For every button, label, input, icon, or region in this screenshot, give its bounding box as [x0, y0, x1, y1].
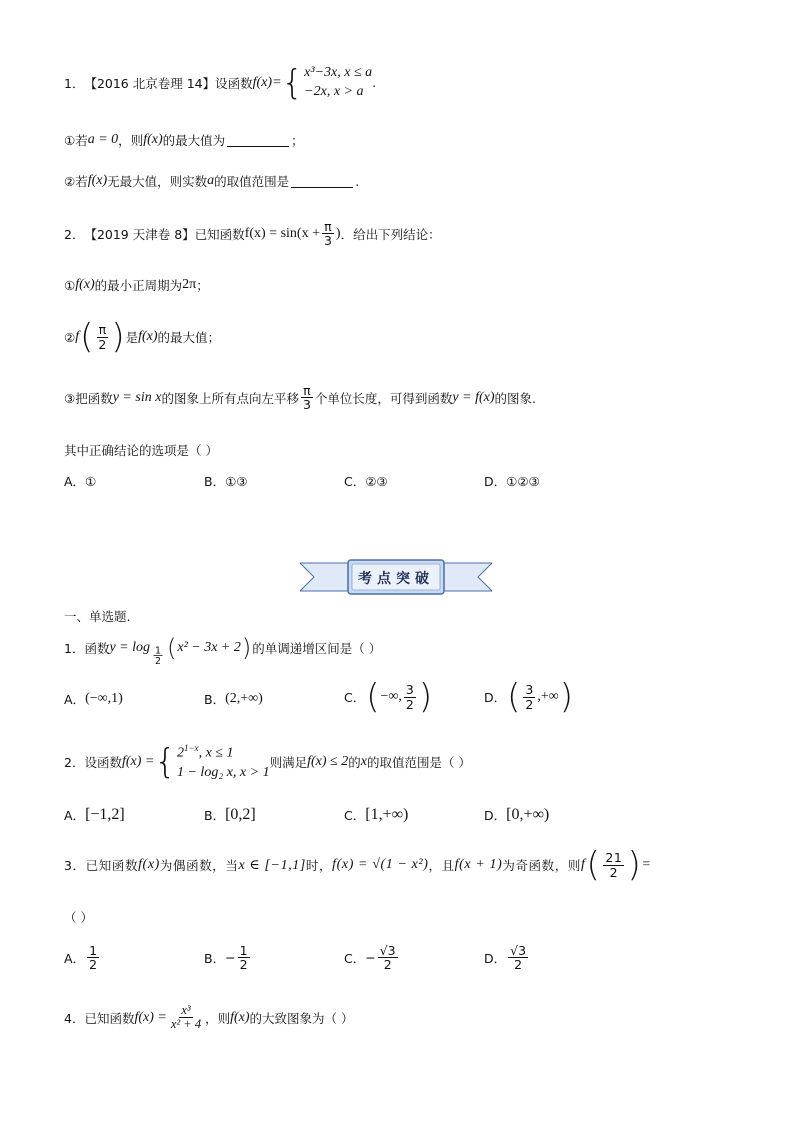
banner-text: 考点突破 — [358, 571, 434, 587]
conclusion-value: 2π — [182, 277, 197, 292]
conclusion-text-2: 个单位长度，可得到函数 — [314, 390, 453, 406]
option-b[interactable] — [204, 472, 248, 490]
fraction-numerator: π — [98, 322, 107, 338]
question-condition: f(x) ≤ 2 — [307, 754, 349, 770]
conclusion-end: ； — [196, 278, 209, 293]
fraction-numerator: √3 — [379, 943, 396, 958]
right-paren: ) — [418, 677, 433, 717]
question-post: 的大致图象为（ ） — [249, 1010, 354, 1026]
question-pre: 已知函数 — [85, 858, 139, 873]
conclusion-fx: f(x) — [138, 329, 158, 344]
fraction — [322, 220, 334, 247]
question-3 — [64, 845, 651, 885]
option-d[interactable] — [484, 944, 530, 971]
conclusion-text: 的图象上所有点向左平移 — [161, 390, 299, 406]
function-def: f(x) = — [121, 754, 155, 770]
sub1-fx: f(x) — [143, 132, 163, 147]
case-1-condition: , x ≤ 1 — [198, 745, 234, 761]
option-letter: D． — [484, 690, 507, 705]
sub2-a: a — [207, 173, 215, 188]
question-f: f — [580, 857, 586, 872]
question-1 — [64, 633, 382, 667]
question-stem-post: ．给出下列结论： — [340, 226, 441, 242]
question-number: 2． — [64, 755, 85, 771]
log-base — [154, 645, 163, 665]
fraction-numerator: x³ — [181, 1003, 191, 1017]
left-paren: ( — [80, 317, 94, 357]
conclusion-fx: f(x) — [75, 277, 95, 292]
log-func: y = log — [109, 639, 151, 655]
sub1-condition: a = 0 — [87, 132, 119, 147]
left-paren: ( — [586, 845, 601, 885]
piecewise-brace: { — [281, 62, 304, 103]
fraction — [169, 1004, 203, 1031]
option-value: (−∞,1) — [85, 691, 123, 706]
fraction-denominator: 3 — [323, 233, 332, 249]
question-mid-4: 为奇函数，则 — [502, 858, 581, 873]
option-letter: C． — [344, 808, 366, 823]
fraction-numerator: 1 — [239, 943, 248, 958]
question-pre: 设函数 — [84, 755, 122, 771]
sub2-end: . — [355, 173, 360, 189]
option-c[interactable] — [344, 677, 433, 717]
question-post: 的取值范围是（ ） — [366, 755, 471, 771]
fraction-numerator: 3 — [525, 682, 534, 698]
option-letter: B． — [204, 808, 226, 823]
option-letter: C． — [344, 950, 366, 966]
piecewise-cases — [304, 64, 372, 102]
fraction-denominator: 2 — [89, 957, 98, 973]
left-paren: ( — [166, 633, 177, 662]
conclusion-text: 的最小正周期为 — [94, 278, 183, 293]
sub2-prefix: ②若 — [64, 174, 88, 189]
equals-sign: = — [642, 857, 651, 872]
option-a[interactable] — [64, 944, 101, 971]
option-label: B．①③ — [204, 474, 248, 489]
sub1-mid: ，则 — [118, 133, 144, 148]
case-1-base: 2 — [176, 745, 184, 761]
conclusion-marker: ① — [64, 277, 76, 293]
answer-paren: （ ） — [64, 910, 93, 925]
question-post: 的单调递增区间是（ ） — [252, 640, 382, 656]
case-2: −2x, x > a — [304, 83, 364, 99]
conclusion-2 — [64, 317, 221, 357]
fraction-denominator: 2 — [405, 696, 414, 712]
fraction-denominator: 2 — [525, 696, 534, 712]
sub1-prefix: ①若 — [64, 133, 88, 148]
question-stem: 设函数 — [215, 75, 253, 91]
fraction-denominator: 3 — [302, 397, 311, 413]
option-value: −∞, — [380, 689, 402, 704]
option-c[interactable] — [344, 472, 388, 490]
question-source: 【2016 北京卷理 14】 — [84, 75, 216, 91]
case-1-exponent: 1−x — [183, 743, 199, 753]
conclusion-y2: y = f(x) — [452, 389, 495, 405]
question-mid: 则满足 — [269, 755, 308, 771]
option-value: ,+∞ — [537, 689, 559, 704]
question-condition: x ∈ [−1,1] — [238, 857, 306, 873]
conclusion-3 — [64, 384, 536, 411]
fraction-numerator: 21 — [605, 850, 623, 866]
fraction-numerator: 3 — [405, 682, 414, 698]
question-4 — [64, 1004, 354, 1031]
question-number: 2． — [64, 226, 85, 242]
option-a[interactable] — [64, 806, 125, 824]
question-3-paren — [64, 908, 93, 926]
question-pre: 函数 — [84, 640, 110, 656]
option-d[interactable] — [484, 677, 574, 717]
question-mid: ，则 — [205, 1010, 231, 1026]
fraction — [87, 944, 99, 971]
fraction-numerator: π — [324, 219, 332, 234]
option-a[interactable] — [64, 472, 96, 490]
conclusion-f: f — [75, 329, 80, 344]
option-b[interactable] — [204, 690, 263, 708]
base-numerator: 1 — [155, 644, 161, 656]
conclusion-mid: 是 — [125, 330, 139, 345]
option-letter: C． — [344, 690, 366, 705]
option-sign: − — [365, 950, 376, 966]
option-d[interactable] — [484, 472, 540, 490]
prev-q1-sub2 — [64, 172, 359, 190]
case-1 — [177, 742, 270, 764]
conclusion-text: 的最大值； — [157, 330, 221, 345]
function-def: f(x) = sin(x + — [244, 225, 320, 241]
conclusion-y: y = sin x — [112, 389, 162, 405]
option-c[interactable] — [344, 806, 408, 824]
option-c[interactable] — [344, 944, 400, 971]
function-def: f(x)= — [252, 74, 282, 90]
option-label: D．①②③ — [484, 474, 540, 489]
fraction — [378, 944, 398, 971]
option-b[interactable] — [204, 806, 256, 824]
prev-q1-sub1 — [64, 131, 304, 149]
option-b[interactable] — [204, 944, 252, 971]
section-heading — [64, 607, 130, 625]
question-2 — [64, 742, 471, 782]
option-d[interactable] — [484, 806, 549, 824]
piecewise-cases — [177, 742, 270, 782]
option-a[interactable] — [64, 690, 123, 708]
sub1-end: ； — [291, 133, 304, 148]
fraction-numerator: π — [303, 383, 311, 398]
function-close: ) — [335, 225, 341, 241]
fraction — [238, 944, 250, 971]
option-value: [0,2] — [225, 806, 256, 823]
banner-left-ribbon — [300, 563, 350, 591]
option-letter: B． — [204, 950, 226, 966]
section-title: 一、单选题. — [64, 609, 131, 624]
end-mark: . — [372, 75, 377, 91]
question-mid-3: ，且 — [428, 858, 455, 873]
question-mid: 为偶函数，当 — [159, 858, 239, 873]
question-x: x — [360, 754, 367, 770]
answer-blank[interactable] — [291, 175, 353, 188]
right-paren: ) — [111, 317, 125, 357]
option-label: C．②③ — [344, 474, 388, 489]
prev-q2-ask — [64, 441, 218, 459]
question-number: 4． — [64, 1010, 85, 1026]
fraction-denominator: 2 — [98, 336, 107, 352]
function-def: f(x) = — [134, 1009, 167, 1025]
option-letter: A． — [64, 808, 86, 823]
question-mid-2: 时， — [305, 858, 333, 873]
fraction-denominator: 2 — [514, 957, 523, 973]
question-def: f(x) = √(1 − x²) — [332, 857, 429, 872]
fraction — [523, 683, 535, 710]
question-mid-2: 的 — [348, 755, 361, 771]
fraction-denominator: 2 — [383, 957, 392, 973]
option-letter: D． — [484, 808, 507, 823]
option-sign: − — [225, 950, 236, 966]
option-letter: A． — [64, 950, 86, 966]
left-paren: ( — [366, 677, 380, 717]
sub1-post: 的最大值为 — [162, 133, 226, 148]
left-paren: ( — [507, 677, 521, 717]
option-letter: B． — [204, 692, 226, 707]
right-paren: ) — [627, 845, 642, 885]
piecewise-brace: { — [154, 741, 176, 782]
conclusion-1 — [64, 276, 209, 294]
fraction-numerator: √3 — [510, 943, 527, 958]
fraction — [508, 944, 528, 971]
case-1: x³−3x, x ≤ a — [304, 65, 373, 80]
question-number: 1． — [64, 640, 85, 656]
log-argument: x² − 3x + 2 — [177, 639, 241, 655]
conclusion-marker: ③把函数 — [64, 390, 113, 406]
fraction — [301, 384, 313, 411]
question-source: 【2019 天津卷 8】 — [84, 226, 195, 242]
option-letter: D． — [484, 950, 507, 966]
fraction — [404, 683, 416, 710]
question-pre: 已知函数 — [84, 1010, 135, 1026]
fraction — [96, 323, 108, 350]
prev-question-2 — [64, 220, 441, 247]
base-denominator: 2 — [155, 655, 161, 667]
sub2-fx: f(x) — [87, 173, 108, 188]
option-value: [1,+∞) — [365, 806, 409, 823]
answer-blank[interactable] — [227, 134, 289, 147]
fraction-denominator: 2 — [239, 957, 248, 973]
option-label: A．① — [64, 474, 97, 489]
question-number: 3． — [64, 858, 86, 873]
question-number: 1． — [64, 75, 85, 91]
question-fx: f(x) — [230, 1009, 250, 1025]
fraction-numerator: 1 — [89, 943, 98, 958]
fraction-denominator: x² + 4 — [170, 1017, 202, 1032]
fraction — [603, 851, 624, 878]
conclusion-end: 的图象. — [494, 390, 536, 406]
banner-right-ribbon — [442, 563, 492, 591]
right-paren: ) — [559, 677, 574, 717]
fraction-denominator: 2 — [609, 864, 619, 880]
sub2-mid: 无最大值，则实数 — [107, 174, 208, 189]
option-letter: A． — [64, 692, 86, 707]
option-value: [0,+∞) — [506, 806, 550, 823]
question-fx1: f(x + 1) — [454, 857, 503, 872]
question-fx: f(x) — [138, 857, 160, 872]
question-ask: 其中正确结论的选项是（ ） — [64, 443, 218, 458]
case-2: 1 − log₂ x, x > 1 — [176, 764, 270, 780]
option-value: (2,+∞) — [225, 691, 263, 706]
prev-question-1 — [64, 64, 376, 102]
option-value: [−1,2] — [85, 806, 125, 823]
right-paren: ) — [241, 633, 252, 662]
conclusion-marker: ② — [64, 329, 76, 345]
question-stem: 已知函数 — [194, 226, 245, 242]
sub2-post: 的取值范围是 — [214, 174, 290, 189]
